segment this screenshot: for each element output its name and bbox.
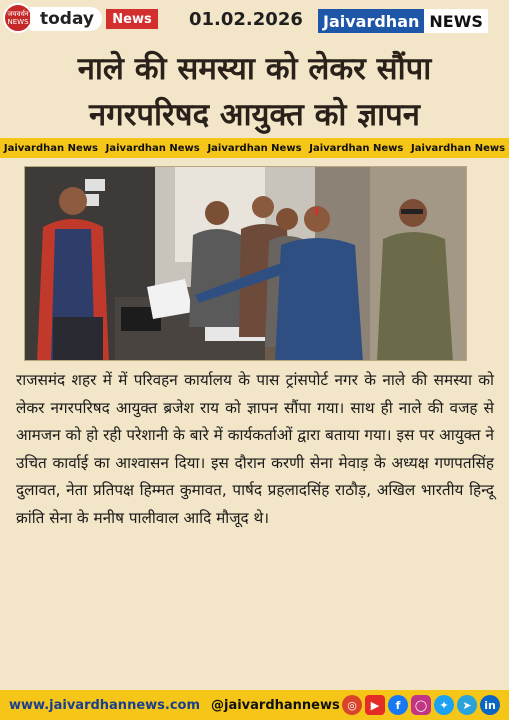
ticker-strip bbox=[0, 138, 509, 158]
jaivardhan-logo bbox=[3, 3, 33, 33]
brand-badge bbox=[318, 9, 488, 33]
top-bar bbox=[0, 0, 509, 40]
website-icon[interactable]: ◎ bbox=[342, 695, 362, 715]
headline bbox=[0, 46, 509, 138]
logo-sub: NEWS bbox=[7, 18, 29, 26]
ticker-item: Jaivardhan News bbox=[411, 142, 506, 154]
footer-bar bbox=[0, 690, 509, 720]
website-link[interactable]: www.jaivardhannews.com bbox=[9, 697, 201, 713]
today-label: today bbox=[30, 7, 102, 31]
ticker-item: Jaivardhan News bbox=[309, 142, 404, 154]
facebook-icon[interactable]: f bbox=[388, 695, 408, 715]
headline-line-1: नाले की समस्या को लेकर सौंपा bbox=[77, 51, 432, 87]
telegram-icon[interactable]: ➤ bbox=[457, 695, 477, 715]
photo-illustration bbox=[25, 167, 467, 361]
publish-date: 01.02.2026 bbox=[189, 9, 303, 30]
ticker-item: Jaivardhan News bbox=[207, 142, 302, 154]
linkedin-icon[interactable]: in bbox=[480, 695, 500, 715]
brand-name: Jaivardhan bbox=[318, 9, 424, 33]
logo-text: जयवर्धन bbox=[7, 10, 29, 18]
ticker-item: Jaivardhan News bbox=[3, 142, 98, 154]
news-tag: News bbox=[106, 9, 158, 29]
twitter-icon[interactable]: ✦ bbox=[434, 695, 454, 715]
news-photo bbox=[24, 166, 467, 361]
ticker-item: Jaivardhan News bbox=[105, 142, 200, 154]
instagram-icon[interactable]: ◯ bbox=[411, 695, 431, 715]
headline-line-2: नगरपरिषद आयुक्त को ज्ञापन bbox=[89, 97, 420, 133]
article-body: राजसमंद शहर में में परिवहन कार्यालय के पास ट्रांसपोर्ट नगर के नाले की समस्या को लेकर नगरपरिषद आयुक्त ब्रजेश राय को ज्ञापन सौंपा गया। साथ ही नाले की वजह से आमजन को हो रही परेशानी के बारे में कार्यकर्ताओं द्वारा बताया गया। इस पर आयुक्त ने उचित कार्वाई का आश्वासन दिया। इस दौरान करणी सेना मेवाड़ के अध्यक्ष गणपतसिंह दुलावत, नेता प्रतिपक्ष हिम्मत कुमावत, पार्षद प्रहलादसिंह राठौड़, अखिल भारतीय हिन्दू क्रांति सेना के मनीष पालीवाल आदि मौजूद थे। bbox=[16, 371, 494, 527]
social-handle: @jaivardhannews bbox=[211, 697, 340, 713]
social-icons bbox=[342, 695, 500, 715]
brand-news: NEWS bbox=[424, 9, 488, 33]
youtube-icon[interactable]: ▶ bbox=[365, 695, 385, 715]
